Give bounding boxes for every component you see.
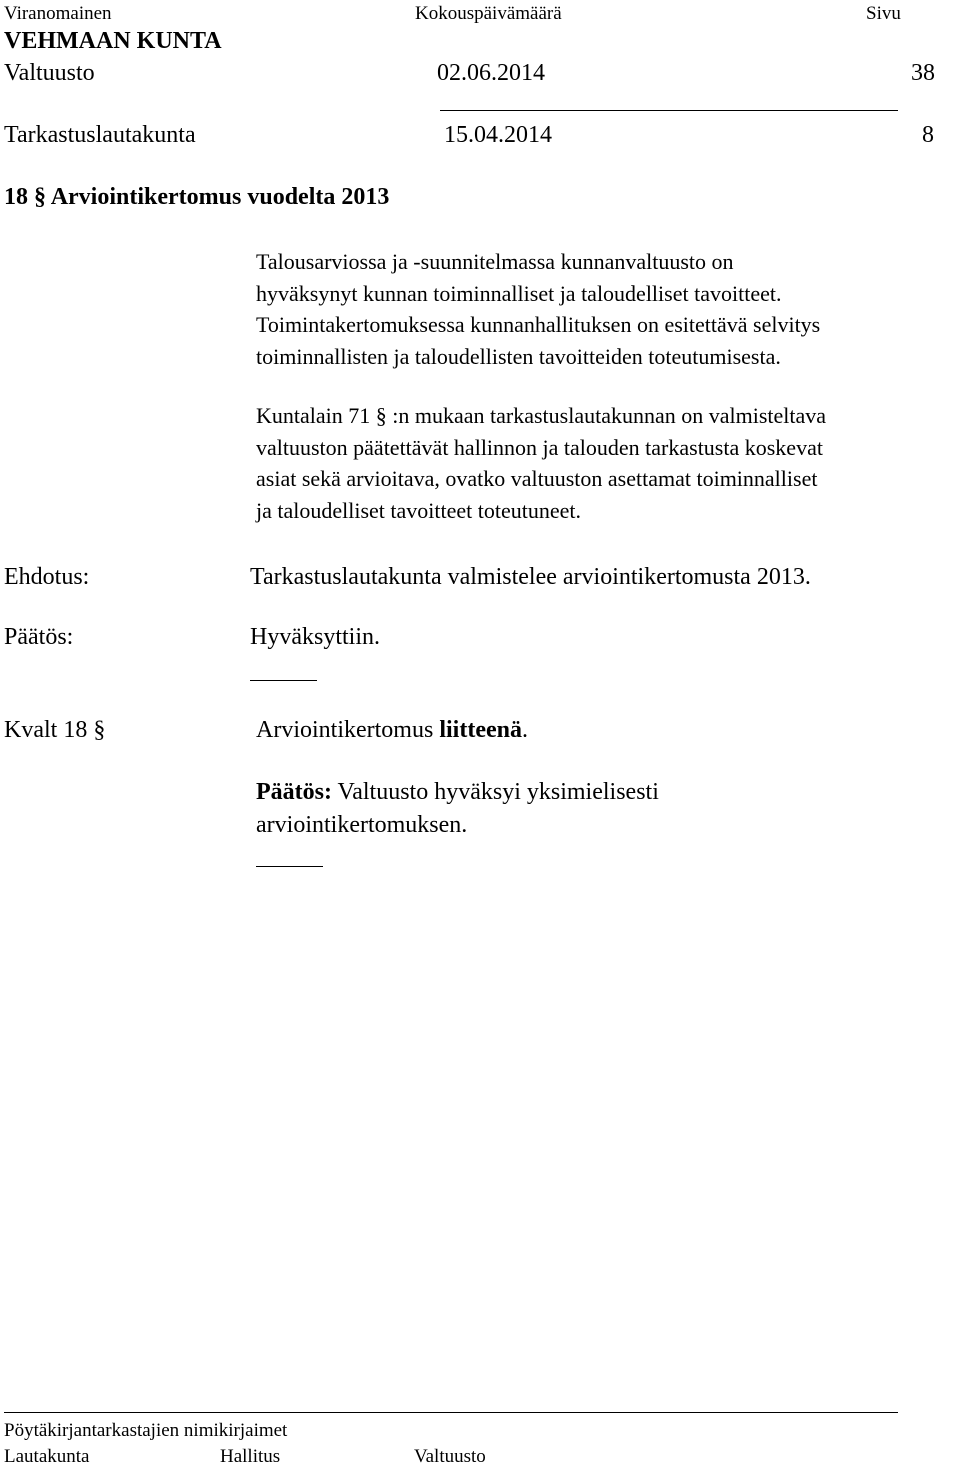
paragraph-line: asiat sekä arvioitava, ovatko valtuuston asettamat toiminnalliset <box>256 466 818 491</box>
paragraph-line: hyväksynyt kunnan toiminnalliset ja taloudelliset tavoitteet. <box>256 280 782 306</box>
decision-end-rule <box>250 680 317 681</box>
section-symbol: § <box>34 184 46 210</box>
header-row-page: 8 <box>922 122 934 148</box>
paragraph-line: ja taloudelliset tavoitteet toteutuneet. <box>256 497 582 523</box>
section-title: Arviointikertomus vuodelta 2013 <box>50 184 390 210</box>
council-decision-label: Päätös: <box>256 779 332 805</box>
footer-government: Hallitus <box>220 1446 281 1467</box>
body-paragraph-2 <box>256 400 956 526</box>
header-label-meeting-date: Kokouspäivämäärä <box>415 3 562 24</box>
decision-text: Hyväksyttiin. <box>250 624 380 650</box>
council-decision-continued: arviointikertomuksen. <box>256 812 468 838</box>
header-row-page: 38 <box>911 60 935 86</box>
footer-council: Valtuusto <box>414 1446 486 1467</box>
paragraph-line: Talousarviossa ja -suunnitelmassa kunnanvaltuusto on <box>256 249 734 274</box>
paragraph-line: toiminnallisten ja taloudellisten tavoitteiden toteutumisesta. <box>256 343 781 369</box>
footer-signatures-label: Pöytäkirjantarkastajien nimikirjaimet <box>4 1420 288 1441</box>
paragraph-line: valtuuston päätettävät hallinnon ja talouden tarkastusta koskevat <box>256 434 823 460</box>
proposal-label: Ehdotus: <box>4 564 90 590</box>
header-row-body: Tarkastuslautakunta <box>4 122 196 148</box>
header-label-authority: Viranomainen <box>4 3 112 24</box>
council-reference <box>4 718 105 742</box>
footer-board: Lautakunta <box>4 1446 90 1467</box>
council-decision-text: Valtuusto hyväksyi yksimielisesti <box>331 779 659 805</box>
attachment-period: . <box>521 717 528 743</box>
council-attachment-note <box>256 718 528 742</box>
council-decision <box>256 780 659 804</box>
paragraph-line: Kuntalain 71 § :n mukaan tarkastuslautakunnan on valmisteltava <box>256 403 827 428</box>
proposal-text: Tarkastuslautakunta valmistelee arviointikertomusta 2013. <box>250 564 811 590</box>
decision-label: Päätös: <box>4 624 74 650</box>
section-heading <box>4 185 389 209</box>
header-row-date: 15.04.2014 <box>444 122 552 148</box>
section-number: 18 <box>4 184 28 210</box>
header-label-page: Sivu <box>866 3 901 24</box>
header-divider <box>440 110 898 111</box>
paragraph-line: Toimintakertomuksessa kunnanhallituksen on esitettävä selvitys <box>256 312 821 337</box>
council-reference-symbol: § <box>93 717 106 743</box>
body-paragraph-1 <box>256 246 956 372</box>
organization-name: VEHMAAN KUNTA <box>4 28 222 54</box>
header-row-body: Valtuusto <box>4 60 95 86</box>
footer-divider <box>4 1412 898 1413</box>
council-decision-end-rule <box>256 866 323 867</box>
council-reference-label: Kvalt 18 <box>4 717 88 743</box>
attachment-emphasis: liitteenä <box>439 717 522 743</box>
attachment-text: Arviointikertomus <box>256 717 440 743</box>
header-row-date: 02.06.2014 <box>437 60 545 86</box>
